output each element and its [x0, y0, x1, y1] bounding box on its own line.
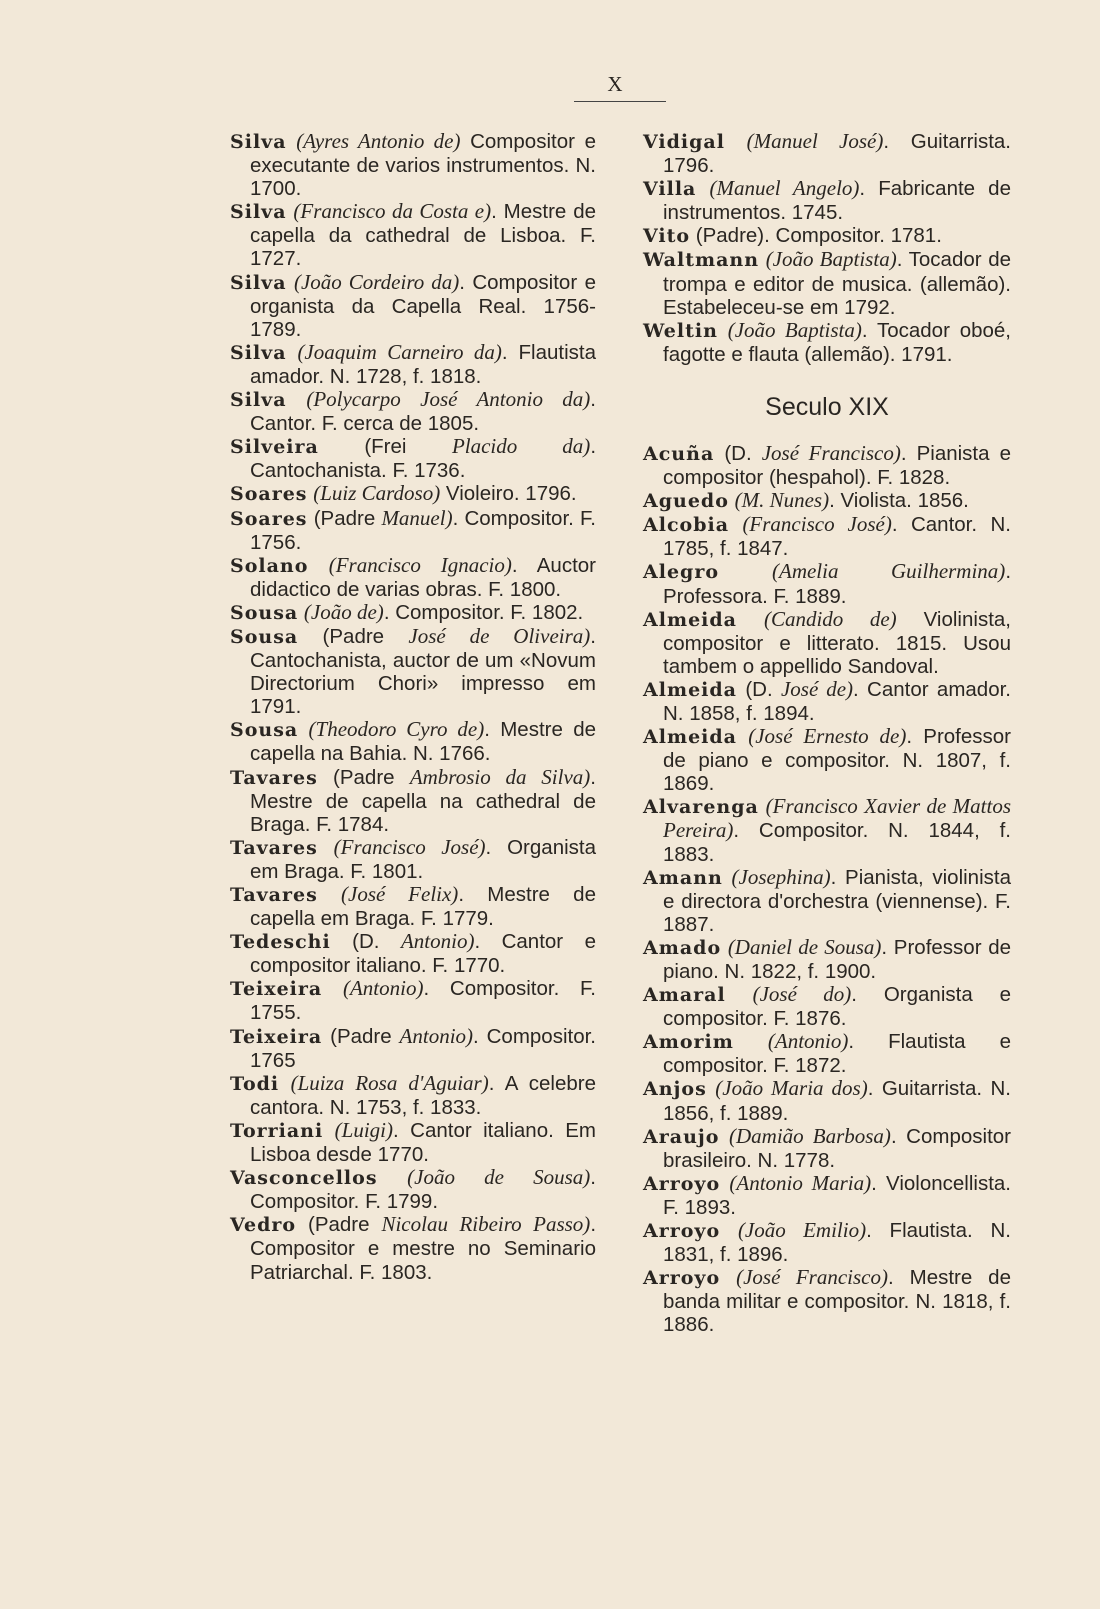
entry-detail: (José do) [752, 982, 852, 1007]
entry-name: Teixeira [230, 1025, 323, 1048]
entry-name: Amann [643, 866, 723, 889]
entry-text: . Cantor. N. 1785, f. 1847. [663, 513, 1011, 561]
entry-name: Alegro [643, 561, 720, 584]
entry-name: Silva [230, 389, 287, 412]
entry-detail: (Francisco José) [742, 512, 892, 537]
entry-name: Alvarenga [643, 796, 759, 819]
left-column [230, 130, 596, 1284]
entry-name: Silva [230, 201, 287, 224]
dictionary-entry [643, 608, 1011, 678]
dictionary-entry [643, 936, 1011, 983]
entry-text: . Fabricante de instrumentos. 1745. [663, 177, 1011, 225]
entry-name: Tedeschi [230, 931, 331, 954]
entry-name: Soares [230, 507, 308, 530]
entry-name: Villa [643, 178, 697, 201]
entry-name: Arroyo [643, 1220, 721, 1243]
entry-name: Sousa [230, 601, 299, 624]
entry-text: . Mestre de capella na cathedral de Braga. F. 1784. [250, 765, 596, 836]
entry-text: . Auctor didactico de varias obras. F. 1800. [250, 553, 596, 601]
dictionary-entry [230, 625, 596, 718]
entry-name: Tavares [230, 884, 318, 906]
dictionary-entry [643, 866, 1011, 936]
entry-detail: (Daniel de Sousa) [727, 934, 882, 959]
entry-detail: (Ayres Antonio de) [296, 129, 461, 153]
entry-name: Tavares [230, 836, 318, 859]
entry-text: . Guitarrista. N. 1856, f. 1889. [663, 1077, 1012, 1125]
entry-name: Vidigal [643, 131, 725, 153]
entry-name: Soares [230, 483, 308, 506]
entry-name: Almeida [643, 608, 737, 631]
dictionary-entry [230, 601, 596, 625]
entry-text: . Flautista e compositor. F. 1872. [663, 1030, 1011, 1078]
entry-detail: (João Baptista) [765, 247, 897, 272]
entry-name: Alcobia [643, 514, 730, 537]
dictionary-entry [643, 795, 1011, 865]
dictionary-entry [643, 513, 1011, 560]
entry-detail: Placido da) [451, 434, 591, 459]
dictionary-entry [643, 1030, 1011, 1077]
entry-text: . Organista e compositor. F. 1876. [663, 983, 1011, 1031]
entry-detail: (Candido de) [763, 606, 897, 631]
dictionary-entry [643, 489, 1011, 513]
entry-text: . Pianista, violinista e directora d'orchestra (viennense). F. 1887. [663, 865, 1011, 936]
entry-text: Compositor e executante de varios instrumentos. N. 1700. [250, 130, 596, 201]
dictionary-entry [230, 1166, 596, 1213]
entry-detail: (Joaquim Carneiro da) [297, 339, 502, 364]
entry-detail: (José Francisco) [736, 1265, 888, 1290]
entry-name: Silva [230, 131, 287, 153]
entry-text: . Compositor e organista da Capella Real. 1756-1789. [250, 270, 596, 341]
entry-name: Acuña [643, 442, 715, 465]
entry-prefix: (Padre) [695, 224, 765, 248]
entry-name: Aguedo [643, 490, 729, 513]
entry-prefix: (Frei [364, 435, 452, 459]
entry-detail: José de Oliveira) [408, 623, 591, 648]
dictionary-entry [230, 1119, 596, 1166]
entry-detail: Manuel) [381, 505, 453, 530]
dictionary-entry [643, 177, 1011, 224]
dictionary-entry [230, 271, 596, 341]
entry-text: . Violoncellista. F. 1893. [663, 1171, 1011, 1219]
entry-text: . Compositor. 1781. [764, 224, 942, 248]
entry-text: . Flautista amador. N. 1728, f. 1818. [250, 340, 596, 388]
entry-detail: (Manuel José) [746, 129, 884, 153]
entry-text: Violeiro. 1796. [440, 482, 577, 506]
entry-text: . Compositor. 1765 [250, 1024, 596, 1072]
entry-name: Silva [230, 341, 287, 364]
page-number-rule [574, 101, 666, 102]
entry-text: . Mestre de banda militar e compositor. N. 1818, f. 1886. [663, 1266, 1011, 1337]
entry-prefix: (Padre [313, 506, 382, 530]
entry-name: Sousa [230, 625, 299, 648]
dictionary-entry [230, 977, 596, 1024]
entry-name: Waltmann [643, 249, 760, 272]
entry-detail: (Polycarpo José Antonio da) [306, 387, 591, 412]
entry-detail: (João de Sousa) [407, 1165, 591, 1190]
entry-detail: (João Baptista) [727, 317, 862, 342]
dictionary-entry [230, 554, 596, 601]
entry-text: . Cantor amador. N. 1858, f. 1894. [663, 677, 1011, 725]
entry-name: Tavares [230, 766, 318, 789]
dictionary-entry [230, 766, 596, 836]
dictionary-entry [643, 678, 1011, 725]
entry-prefix: (Padre [308, 1213, 382, 1237]
entry-name: Weltin [643, 319, 718, 342]
entry-text: . Compositor. F. 1756. [250, 506, 596, 554]
entry-name: Sousa [230, 719, 299, 742]
dictionary-entry [230, 1072, 596, 1119]
entry-name: Silva [230, 271, 287, 294]
entry-text: . Cantor italiano. Em Lisboa desde 1770. [250, 1118, 596, 1167]
entry-prefix: (D. [745, 677, 781, 701]
entry-prefix: (Padre [333, 765, 410, 789]
dictionary-entry [230, 507, 596, 554]
entry-text: . Compositor brasileiro. N. 1778. [663, 1124, 1011, 1172]
dictionary-entry [643, 1219, 1011, 1266]
dictionary-entry [230, 341, 596, 388]
right-column [643, 130, 1011, 1337]
entry-text: . Compositor. F. 1802. [383, 600, 584, 624]
entry-detail: (M. Nunes) [734, 488, 830, 513]
entry-detail: (Antonio) [767, 1029, 849, 1054]
dictionary-entry [230, 130, 596, 200]
entry-prefix: (Padre [330, 1024, 400, 1048]
entry-text: . Tocador de trompa e editor de musica. (allemão). Estabeleceu-se em 1792. [663, 248, 1012, 319]
entry-detail: (Manuel Angelo) [709, 176, 860, 201]
entry-detail: (Theodoro Cyro de) [308, 717, 485, 742]
entry-text: . Pianista e compositor (hespahol). F. 1828. [663, 441, 1011, 490]
entry-detail: (Amelia Guilhermina) [772, 559, 1006, 584]
dictionary-entry [230, 200, 596, 270]
entry-name: Torriani [230, 1119, 324, 1142]
page-number: X [607, 72, 623, 96]
entry-text: . Cantor e compositor italiano. F. 1770. [250, 930, 596, 978]
entry-text: . Cantor. F. cerca de 1805. [250, 388, 596, 436]
entry-prefix: (D. [724, 441, 762, 465]
dictionary-entry [643, 725, 1011, 795]
entry-detail: (João Cordeiro da) [293, 269, 460, 294]
entry-text: . Cantochanista. F. 1736. [250, 435, 597, 483]
entry-detail: Antonio) [399, 1023, 474, 1048]
dictionary-entry [643, 1125, 1011, 1172]
entry-text: . Mestre de capella em Braga. F. 1779. [250, 883, 596, 931]
dictionary-entry [643, 224, 1011, 248]
entry-text: . Mestre de capella na Bahia. N. 1766. [250, 718, 597, 766]
dictionary-entry [643, 560, 1011, 607]
entry-detail: (José Felix) [341, 882, 459, 906]
dictionary-entry [230, 836, 596, 883]
entry-text: . Mestre de capella da cathedral de Lisboa. F. 1727. [250, 200, 596, 271]
dictionary-entry [230, 388, 596, 435]
entry-name: Amaral [643, 984, 726, 1007]
entry-detail: Nicolau Ribeiro Passo) [381, 1212, 591, 1237]
entry-detail: (Francisco José) [333, 834, 486, 859]
entry-name: Solano [230, 554, 309, 577]
entry-name: Amorim [643, 1031, 734, 1054]
entry-name: Teixeira [230, 978, 323, 1001]
entry-detail: Ambrosio da Silva) [409, 764, 591, 789]
entry-text: . Guitarrista. 1796. [663, 130, 1011, 178]
dictionary-entry [643, 130, 1011, 177]
entry-text: . Professor de piano. N. 1822, f. 1900. [663, 935, 1011, 983]
entry-detail: (João Maria dos) [715, 1076, 868, 1101]
entry-detail: (Francisco Ignacio) [328, 552, 512, 577]
entry-text: . A celebre cantora. N. 1753, f. 1833. [250, 1071, 597, 1119]
entry-name: Arroyo [643, 1172, 721, 1195]
entry-name: Vedro [230, 1214, 297, 1237]
entry-prefix: (Padre [322, 624, 409, 648]
entry-name: Amado [643, 936, 722, 959]
entry-name: Arroyo [643, 1267, 721, 1290]
entry-name: Vito [643, 225, 691, 248]
dictionary-entry [230, 1213, 596, 1283]
entry-detail: (Luiza Rosa d'Aguiar) [290, 1070, 489, 1095]
entry-detail: (João de) [303, 599, 384, 624]
dictionary-entry [643, 1266, 1011, 1336]
entry-detail: (Damião Barbosa) [729, 1123, 891, 1148]
entry-detail: (Luiz Cardoso) [313, 481, 441, 506]
entry-detail: (Antonio Maria) [729, 1170, 872, 1195]
dictionary-entry [230, 1025, 596, 1072]
entry-detail: Antonio) [400, 929, 475, 954]
entry-text: . Compositor e mestre no Seminario Patriarchal. F. 1803. [250, 1213, 597, 1284]
entry-detail: (Josephina) [731, 864, 831, 889]
entry-text: . Flautista. N. 1831, f. 1896. [663, 1219, 1011, 1267]
entry-text: Violinista, compositor e litterato. 1815. Usou tambem o appellido Sandoval. [663, 607, 1011, 678]
dictionary-entry [230, 482, 596, 506]
entry-detail: (Antonio) [342, 976, 424, 1001]
entry-detail: (Francisco Xavier de Mattos Pereira) [663, 794, 1011, 843]
entry-name: Araujo [643, 1125, 720, 1148]
entry-detail: (Luigi) [334, 1117, 394, 1142]
entry-text: . Professor de piano e compositor. N. 1807, f. 1869. [663, 725, 1011, 796]
entry-text: . Cantochanista, auctor de um «Novum Directorium Chori» impresso em 1791. [250, 624, 596, 719]
dictionary-entry [643, 1077, 1011, 1124]
entry-detail: José de) [780, 676, 854, 701]
dictionary-entry [643, 442, 1011, 489]
entry-text: . Compositor. F. 1755. [250, 977, 596, 1025]
entry-name: Vasconcellos [230, 1167, 378, 1190]
entry-name: Almeida [643, 678, 737, 701]
section-heading: Seculo XIX [765, 392, 889, 421]
entry-text: . Organista em Braga. F. 1801. [250, 835, 596, 883]
entry-detail: (Francisco da Costa e) [293, 199, 492, 224]
entry-detail: (João Emilio) [737, 1218, 867, 1243]
entry-detail: (José Ernesto de) [748, 724, 907, 749]
entry-name: Anjos [643, 1078, 707, 1101]
dictionary-entry [230, 718, 596, 765]
dictionary-entry [230, 883, 596, 930]
entry-text: . Violista. 1856. [829, 489, 969, 513]
entry-detail: José Francisco) [761, 440, 901, 465]
entry-text: . Professora. F. 1889. [663, 560, 1012, 608]
entry-name: Todi [230, 1072, 280, 1095]
dictionary-entry [643, 319, 1011, 366]
dictionary-entry [643, 1172, 1011, 1219]
entry-prefix: (D. [352, 930, 401, 954]
right-column-top [643, 130, 1011, 366]
dictionary-entry [643, 983, 1011, 1030]
entry-name: Almeida [643, 726, 737, 749]
entry-text: . Tocador oboé, fagotte e flauta (allemão). 1791. [663, 318, 1011, 366]
entry-text: . Compositor. N. 1844, f. 1883. [663, 819, 1011, 866]
dictionary-entry [643, 248, 1011, 318]
dictionary-entry [230, 930, 596, 977]
entry-text: . Compositor. F. 1799. [250, 1166, 596, 1214]
entry-name: Silveira [230, 436, 319, 459]
dictionary-entry [230, 435, 596, 482]
right-column-bottom [643, 442, 1011, 1337]
